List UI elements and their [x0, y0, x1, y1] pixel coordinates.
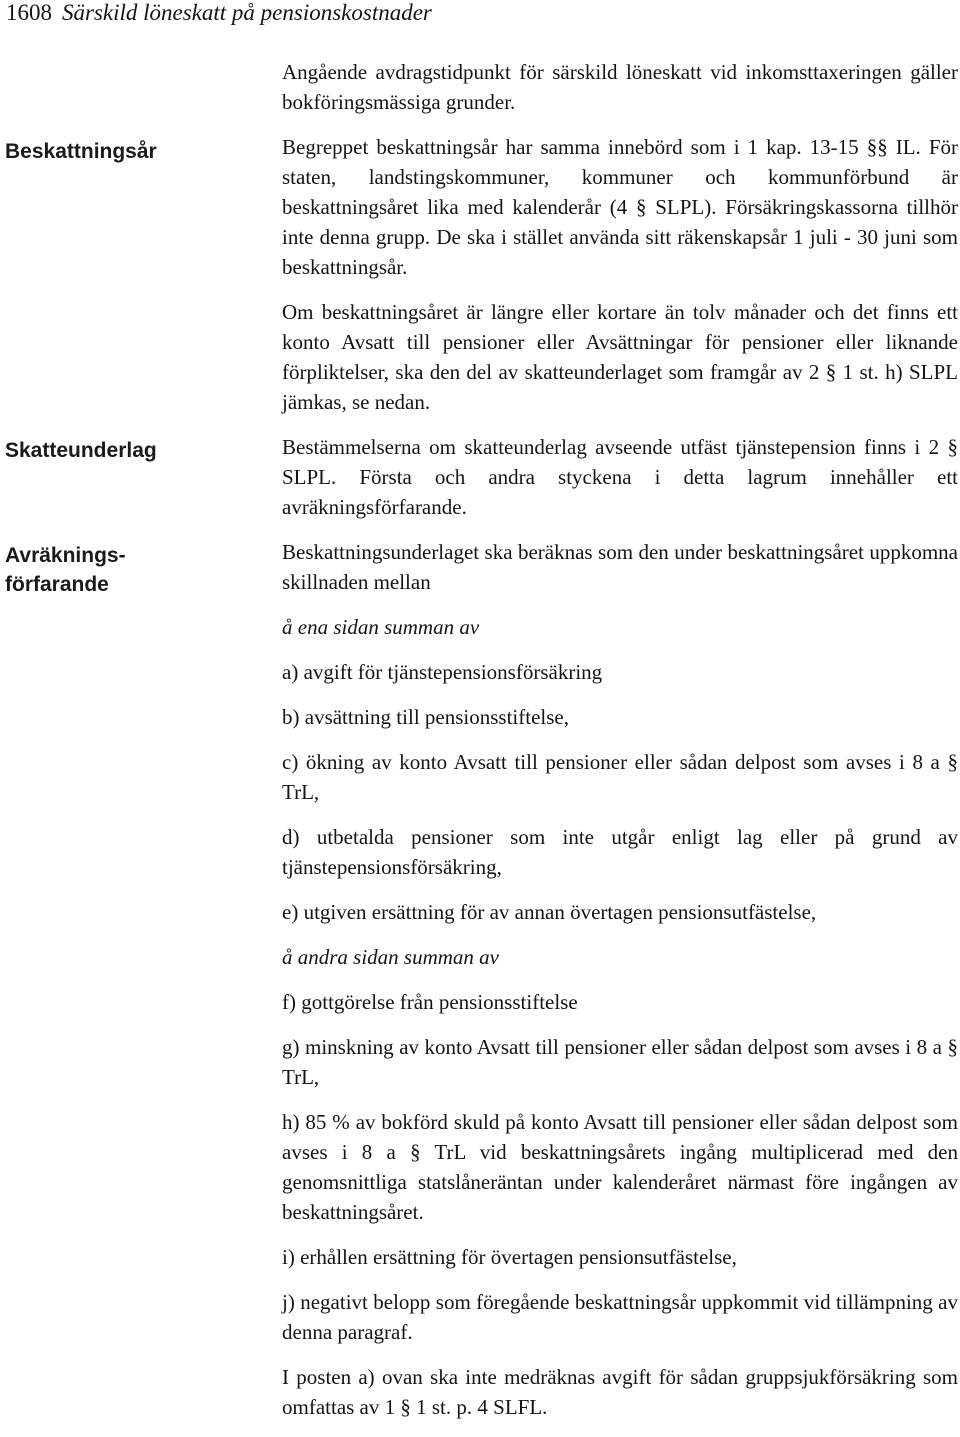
list-item-c: c) ökning av konto Avsatt till pensioner eller sådan delpost som avses i 8 a § TrL,: [282, 750, 958, 804]
list-item-h: h) 85 % av bokförd skuld på konto Avsatt till pensioner eller sådan delpost som avses i 8 a § TrL vid beskattningsårets ingång multiplicerad med den genomsnittliga statslåneräntan under kalenderåret närmast före ingången av beskattningsåret.: [282, 1110, 958, 1224]
side-label-beskattningsar: Beskattningsår: [5, 140, 157, 163]
side-label-avrakningsforfarande: [5, 541, 245, 599]
list-item-g: g) minskning av konto Avsatt till pensioner eller sådan delpost som avses i 8 a § TrL,: [282, 1035, 958, 1089]
side-label-skatteunderlag: Skatteunderlag: [5, 439, 157, 462]
list-item-i: i) erhållen ersättning för övertagen pensionsutfästelse,: [282, 1245, 737, 1269]
side-label-avrakning-line1: Avräknings-: [5, 544, 126, 567]
list-item-f: f) gottgörelse från pensionsstiftelse: [282, 990, 578, 1014]
list-item-d: d) utbetalda pensioner som inte utgår enligt lag eller på grund av tjänstepensionsförsäkring,: [282, 825, 958, 879]
list-item-a: a) avgift för tjänstepensionsförsäkring: [282, 660, 603, 684]
paragraph-gruppsjukforsakring: I posten a) ovan ska inte medräknas avgift för sådan gruppsjukförsäkring som omfattas av 1 § 1 st. p. 4 SLFL.: [282, 1365, 958, 1419]
list-item-e: e) utgiven ersättning för av annan övertagen pensionsutfästelse,: [282, 900, 817, 924]
list-item-j: j) negativt belopp som föregående beskattningsår uppkommit vid tillämpning av denna paragraf.: [282, 1290, 958, 1344]
paragraph-beskattningsar-langd: Om beskattningsåret är längre eller kortare än tolv månader och det finns ett konto Avsatt till pensioner eller Avsättningar för pensioner eller liknande förpliktelser, ska den del av skatteunderlaget som framgår av 2 § 1 st. h) SLPL jämkas, se nedan.: [282, 300, 958, 414]
list-item-b: b) avsättning till pensionsstiftelse,: [282, 705, 569, 729]
paragraph-beskattningsar: Begreppet beskattningsår har samma innebörd som i 1 kap. 13-15 §§ IL. För staten, landstingskommuner, kommuner och kommunförbund är beskattningsåret lika med kalenderår (4 § SLPL). Försäkringskassorna tillhör inte denna grupp. De ska i stället använda sitt räkenskapsår 1 juli - 30 juni som beskattningsår.: [282, 135, 958, 279]
heading-andra-sidan: å andra sidan summan av: [282, 945, 500, 969]
page-title: Särskild löneskatt på pensionskostnader: [62, 0, 432, 25]
side-label-avrakning-line2: förfarande: [5, 573, 109, 596]
page-number: 1608: [6, 0, 52, 25]
body-text: [282, 57, 958, 1437]
paragraph-beskattningsunderlag: Beskattningsunderlaget ska beräknas som den under beskattningsåret uppkomna skillnaden mellan: [282, 540, 958, 594]
paragraph-skatteunderlag: Bestämmelserna om skatteunderlag avseende utfäst tjänstepension finns i 2 § SLPL. Första och andra styckena i detta lagrum innehåller ett avräkningsförfarande.: [282, 435, 958, 519]
page-header: [6, 0, 432, 26]
heading-ena-sidan: å ena sidan summan av: [282, 615, 480, 639]
paragraph-avdragstidpunkt: Angående avdragstidpunkt för särskild löneskatt vid inkomsttaxeringen gäller bokföringsmässiga grunder.: [282, 60, 958, 114]
